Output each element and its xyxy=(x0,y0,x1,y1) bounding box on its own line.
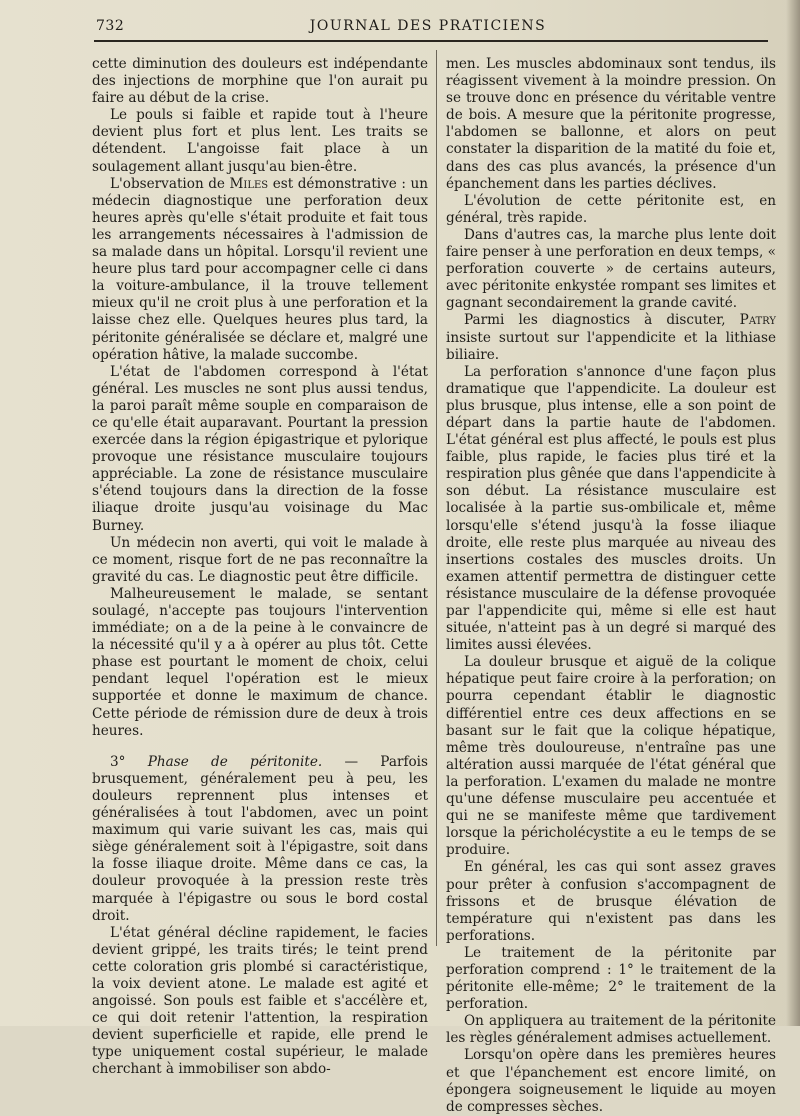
page-header xyxy=(88,18,768,40)
section-number: 3° xyxy=(110,753,148,770)
paragraph: Le pouls si faible et rapide tout à l'heure devient plus fort et plus lent. Les traits se détendent. L'angoisse fait place à un soulagement allant jusqu'au bien-être. xyxy=(92,107,428,175)
paragraph: Malheureusement le malade, se sentant soulagé, n'accepte pas toujours l'intervention immédiate; on a de la peine à le convaincre de la nécessité qu'il y a à opérer au plus tôt. Cette phase est pourtant le moment de choix, celui pendant lequel l'opération est le mieux supportée et donne le maximum de chance. Cette période de rémission dure de deux à trois heures. xyxy=(92,585,428,739)
page-number: 732 xyxy=(96,18,125,34)
paragraph xyxy=(446,312,776,363)
author-name: Patry xyxy=(739,312,776,329)
header-rule xyxy=(94,40,768,42)
journal-title: JOURNAL DES PRATICIENS xyxy=(309,18,547,34)
paragraph-text: insiste surtout sur l'appendicite et la lithiase biliaire. xyxy=(446,329,776,363)
section-title: Phase de péritonite. xyxy=(147,753,323,770)
paragraph-text: est démonstrative : un médecin diagnostique une perforation deux heures après qu'elle s'était produite et fait tous les arrangements nécessaires à l'admission de sa malade dans un hôpital. Lorsqu'il revient une heure plus tard pour accompagner celle ci dans la voiture-ambulance, il la trouve tellement mieux qu'il ne croit plus à une perforation et la laisse chez elle. Quelques heures plus tard, la péritonite généralisée se déclare et, malgré une opération hâtive, la malade succombe. xyxy=(92,175,428,363)
paragraph: La douleur brusque et aiguë de la colique hépatique peut faire croire à la perforation; on pourra cependant établir le diagnostic différentiel entre ces deux affections en se basant sur le fait que la colique hépatique, même très douloureuse, n'entraîne pas une altération aussi marquée de l'état général que la perforation. L'examen du malade ne montre qu'une défense musculaire peu accentuée et qui ne se manifeste même que tardivement lorsque la péricholécystite a eu le temps de se produire. xyxy=(446,654,776,859)
paragraph: En général, les cas qui sont assez graves pour prêter à confusion s'accompagnent de frissons et de brusque élévation de température qui n'existent pas dans les perforations. xyxy=(446,859,776,944)
paragraph: On appliquera au traitement de la péritonite les règles généralement admises actuellement. xyxy=(446,1013,776,1047)
right-column xyxy=(446,56,776,1116)
paragraph: La perforation s'annonce d'une façon plus dramatique que l'appendicite. La douleur est plus brusque, plus intense, elle a son point de départ dans la partie haute de l'abdomen. L'état général est plus affecté, le pouls est plus faible, plus rapide, le facies plus tiré et la respiration plus gênée que dans l'appendicite à son début. La résistance musculaire est localisée à la partie sus-ombilicale et, même lorsqu'elle s'étend jusqu'à la fosse iliaque droite, elle reste plus marquée au niveau des insertions costales des muscles droits. Un examen attentif permettra de distinguer cette résistance musculaire de la défense provoquée par l'appendicite qui, même si elle est haut située, n'atteint pas à un degré si marqué des limites aussi élevées. xyxy=(446,363,776,654)
paragraph: L'état de l'abdomen correspond à l'état général. Les muscles ne sont plus aussi tendus, la paroi paraît même souple en comparaison de ce qu'elle était auparavant. Pourtant la pression exercée dans la région épigastrique et pylorique provoque une résistance musculaire toujours appréciable. La zone de résistance musculaire s'étend toujours dans la direction de la fosse iliaque droite jusqu'au voisinage du Mac Burney. xyxy=(92,363,428,534)
paragraph: men. Les muscles abdominaux sont tendus, ils réagissent vivement à la moindre pression. On se trouve donc en présence du véritable ventre de bois. A mesure que la péritonite progresse, l'abdomen se ballonne, et alors on peut constater la disparition de la matité du foie et, dans des cas plus avancés, la présence d'un épanchement dans les parties déclives. xyxy=(446,56,776,192)
paragraph-text: L'observation de xyxy=(110,175,230,192)
paragraph: Lorsqu'on opère dans les premières heures et que l'épanchement est encore limité, on épongera soigneusement le liquide au moyen de compresses sèches. xyxy=(446,1047,776,1115)
paragraph: L'évolution de cette péritonite est, en général, très rapide. xyxy=(446,192,776,226)
paragraph: cette diminution des douleurs est indépendante des injections de morphine que l'on aurait pu faire au début de la crise. xyxy=(92,56,428,107)
paragraph: Le traitement de la péritonite par perforation comprend : 1° le traitement de la péritonite elle-même; 2° le traitement de la perforation. xyxy=(446,944,776,1013)
author-name: Miles xyxy=(229,175,269,192)
paragraph-text: — Parfois brusquement, généralement peu à peu, les douleurs reprennent plus intenses et généralisées à tout l'abdomen, avec un point maximum qui varie suivant les cas, mais qui siège généralement soit à l'épigastre, soit dans la fosse iliaque droite. Même dans ce cas, la douleur provoquée à la pression reste très marquée à l'épigastre ou sous le bord costal droit. xyxy=(92,753,428,924)
left-column xyxy=(92,56,428,1079)
paragraph: L'état général décline rapidement, le facies devient grippé, les traits tirés; le teint prend cette coloration gris plombé si caractéristique, la voix devient atone. Le malade est agité et angoissé. Son pouls est faible et s'accélère et, ce qui doit retenir l'attention, la respiration devient superficielle et rapide, elle prend le type uniquement costal supérieur, le malade cherchant à immobiliser son abdo- xyxy=(92,924,428,1078)
paragraph xyxy=(92,176,428,364)
page-edge-shadow xyxy=(786,0,800,1026)
paragraph-text: Parmi les diagnostics à discuter, xyxy=(464,312,740,329)
paragraph: Dans d'autres cas, la marche plus lente doit faire penser à une perforation en deux temps, « perforation couverte » de certains auteurs, avec péritonite enkystée rompant ses limites et gagnant secondairement la grande cavité. xyxy=(446,226,776,312)
column-divider xyxy=(436,50,437,946)
section-paragraph xyxy=(92,754,428,925)
paragraph: Un médecin non averti, qui voit le malade à ce moment, risque fort de ne pas reconnaître la gravité du cas. Le diagnostic peut être difficile. xyxy=(92,534,428,585)
